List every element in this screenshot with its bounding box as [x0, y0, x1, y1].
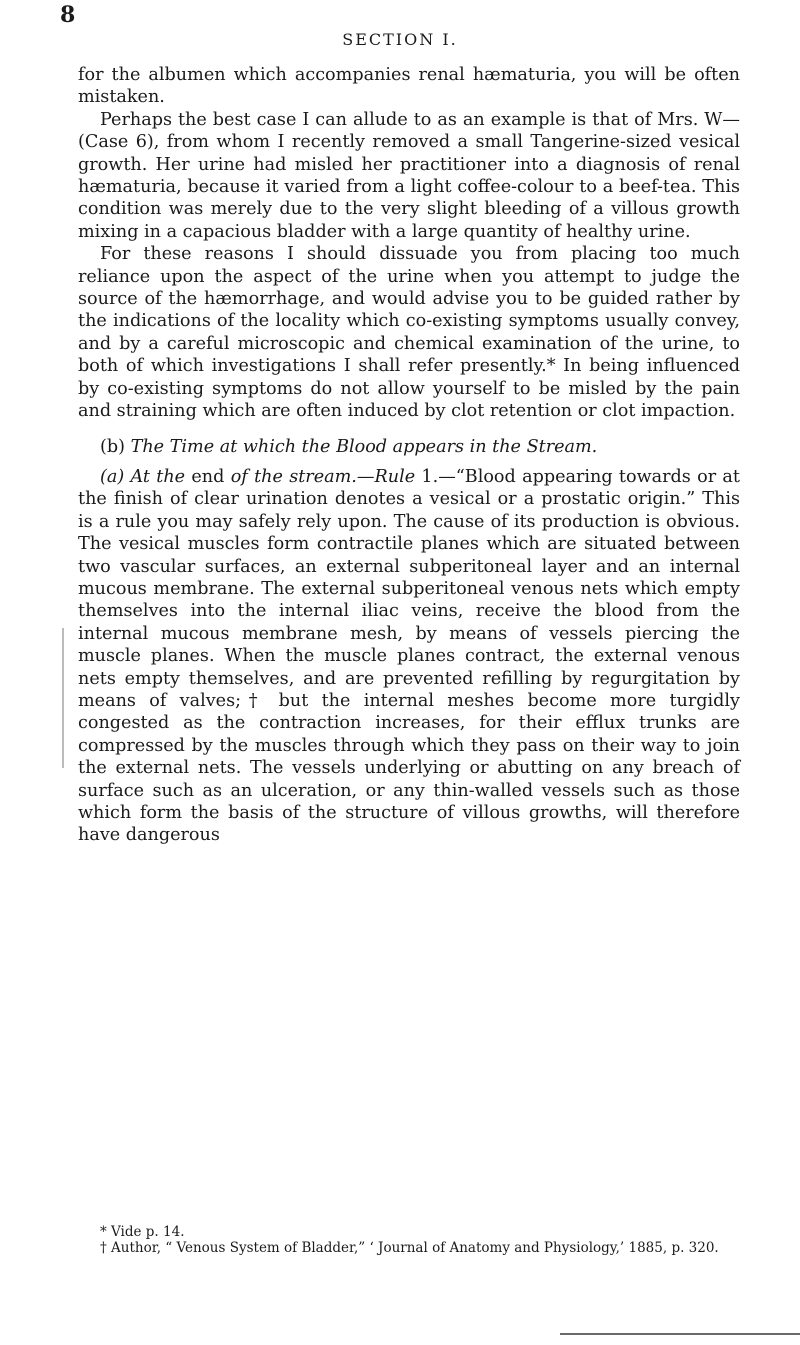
paragraph-2: Perhaps the best case I can allude to as an example is that of Mrs. W— (Case 6), from whom I recently removed a small Tangerine-sized vesical growth. Her urine had misled her practitioner into a diagnosis of renal hæmaturia, because it varied from a light coffee-colour to a beef-tea. This condition was merely due to the very slight bleeding of a villous growth mixing in a capacious bladder with a large quantity of healthy urine.	[78, 109, 740, 242]
paragraph-4-italic-2: of the stream.—Rule	[230, 466, 416, 487]
paragraph-4-italic: At the	[130, 466, 186, 487]
bottom-rule	[560, 1333, 800, 1335]
paragraph-4-rest: 1.—“Blood appearing towards or at the finish of clear urination denotes a vesical or a prostatic origin.” This is a rule you may safely rely upon. The cause of its production is obvious. The vesical muscles form contractile planes which are situated between two vascular surfaces, an external subperitoneal layer and an internal mucous membrane. The external subperitoneal venous nets which empty themselves into the internal iliac veins, receive the blood from the internal mucous membrane mesh, by means of vessels piercing the muscle planes. When the muscle planes contract, the external venous nets empty themselves, and are prevented refilling by regurgitation by means of valves;† but the internal meshes become more turgidly congested as the contraction increases, for their efflux trunks are compressed by the muscles through which they pass on their way to join the external nets. The vessels underlying or abutting on any breach of surface such as an ulceration, or any thin-walled vessels such as those which form the basis of the structure of villous growths, will therefore have dangerous	[78, 466, 740, 846]
margin-mark	[62, 628, 64, 768]
footnote-1: * Vide p. 14.	[100, 1224, 185, 1240]
running-title: SECTION I.	[342, 30, 458, 49]
footnotes	[78, 1225, 740, 1256]
paragraph-4-mid: end	[191, 466, 225, 487]
footnote-2: † Author, “ Venous System of Bladder,” ‘ Journal of Anatomy and Physiology,’ 1885, p. 320.	[100, 1239, 719, 1256]
subheading-label: (b)	[100, 436, 125, 457]
subheading-title: The Time at which the Blood appears in the Stream.	[130, 436, 598, 457]
paragraph-1: for the albumen which accompanies renal hæmaturia, you will be often mistaken.	[78, 65, 740, 108]
body-text	[78, 64, 740, 847]
paragraph-4	[78, 466, 740, 847]
page-number: 8	[60, 2, 76, 28]
section-subheading	[78, 436, 740, 458]
paragraph-3: For these reasons I should dissuade you from placing too much reliance upon the aspect of the urine when you attempt to judge the source of the hæmorrhage, and would advise you to be guided rather by the indications of the locality which co-existing symptoms usually convey, and by a careful microscopic and chemical examination of the urine, to both of which investigations I shall refer presently.* In being influenced by co-existing symptoms do not allow yourself to be misled by the pain and straining which are often induced by clot retention or clot impaction.	[78, 244, 740, 422]
paragraph-4-label: (a)	[100, 466, 125, 487]
